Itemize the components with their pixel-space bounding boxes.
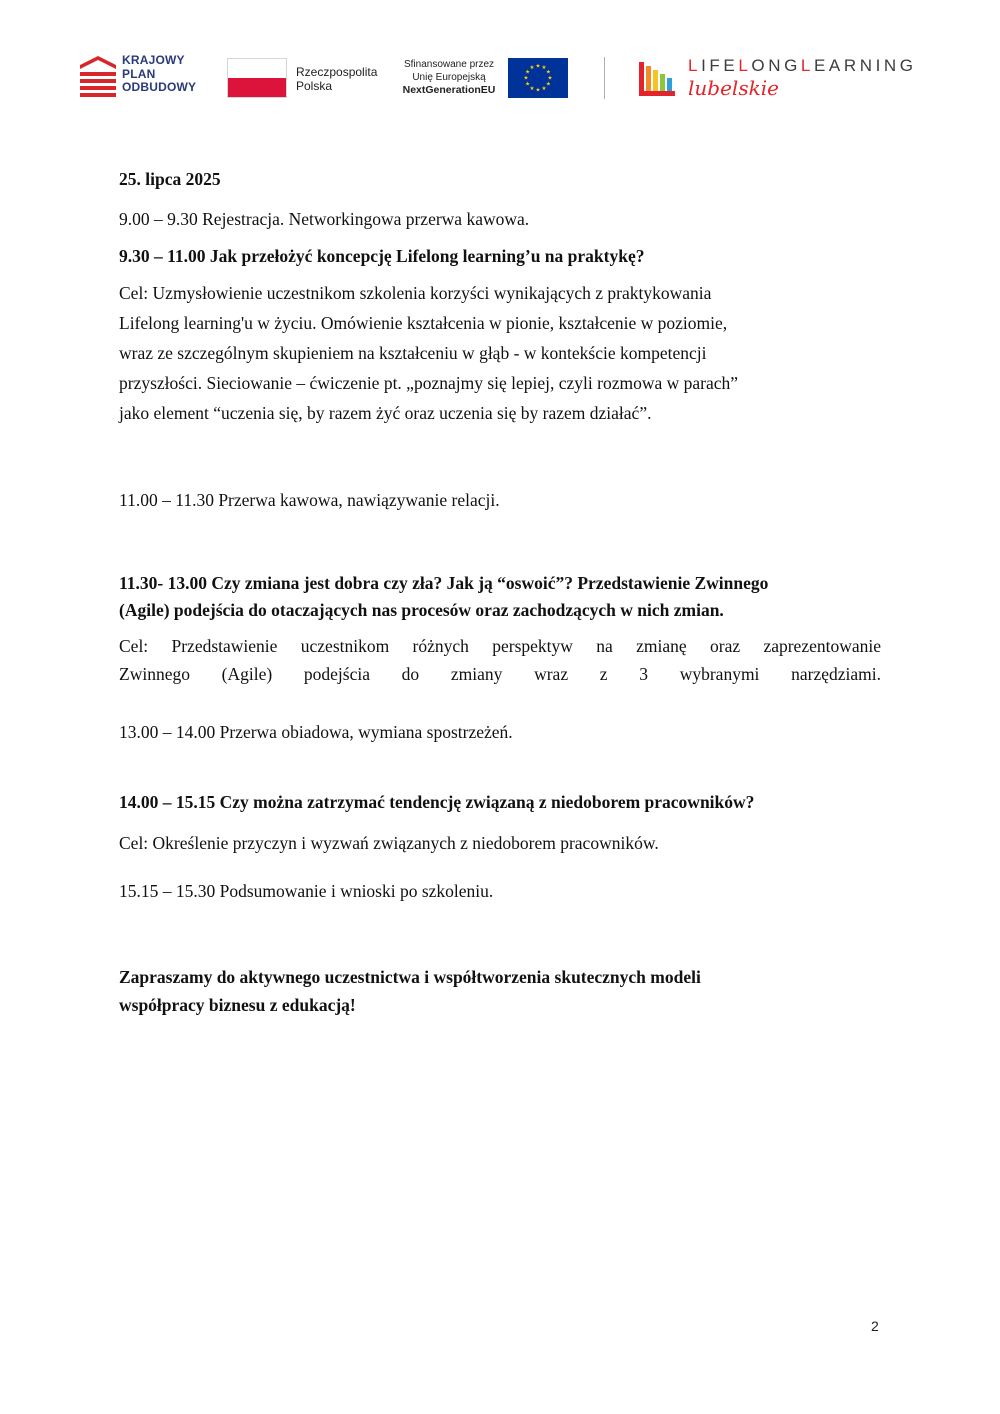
invitation-line: współpracy biznesu z edukacją! xyxy=(119,995,356,1015)
lunch-break-item: 13.00 – 14.00 Przerwa obiadowa, wymiana spostrzeżeń. xyxy=(119,722,513,742)
session-1-line: jako element “uczenia się, by razem żyć oraz uczenia się by razem działać”. xyxy=(119,403,652,423)
svg-text:★: ★ xyxy=(541,85,547,92)
lll-title-part-3: L xyxy=(738,56,752,75)
page-number: 2 xyxy=(871,1318,879,1334)
kpo-logo-line-1: KRAJOWY xyxy=(122,53,185,67)
kpo-stripes-icon xyxy=(80,56,116,98)
svg-text:★: ★ xyxy=(535,87,541,94)
lll-title-part-1: L xyxy=(688,56,702,75)
invitation-line: Zapraszamy do aktywnego uczestnictwa i współtworzenia skutecznych modeli xyxy=(119,967,701,987)
eu-logo-line-3: NextGenerationEU xyxy=(402,84,496,96)
rp-logo-line-1: Rzeczpospolita xyxy=(296,65,378,79)
coffee-break-item: 11.00 – 11.30 Przerwa kawowa, nawiązywanie relacji. xyxy=(119,490,500,510)
rp-logo-line-2: Polska xyxy=(296,79,333,93)
lifelong-learning-logo xyxy=(637,56,957,102)
session-1-line: Cel: Uzmysłowienie uczestnikom szkolenia korzyści wynikających z praktykowania xyxy=(119,283,712,303)
agenda-date: 25. lipca 2025 xyxy=(119,169,221,189)
lll-title-part-2: IFE xyxy=(701,56,739,75)
kpo-logo xyxy=(80,54,210,100)
session-1-line: wraz ze szczególnym skupieniem na kształceniu w głąb - w kontekście kompetencji xyxy=(119,343,707,363)
session-2-title-line: 11.30- 13.00 Czy zmiana jest dobra czy zła? Jak ją “oswoić”? Przedstawienie Zwinnego xyxy=(119,573,769,593)
svg-text:★: ★ xyxy=(525,69,531,76)
kpo-logo-line-3: ODBUDOWY xyxy=(122,80,197,94)
svg-text:★: ★ xyxy=(547,75,553,82)
header-divider xyxy=(604,57,605,99)
session-1-title: 9.30 – 11.00 Jak przełożyć koncepcję Lifelong learning’u na praktykę? xyxy=(119,246,645,266)
lifelong-learning-icon xyxy=(637,58,677,98)
svg-text:★: ★ xyxy=(525,81,531,88)
svg-text:★: ★ xyxy=(529,65,535,72)
rp-logo xyxy=(227,58,377,100)
session-2-line: Zwinnego (Agile) podejścia do zmiany wraz z 3 wybranymi narzędziami. xyxy=(119,664,881,684)
svg-text:★: ★ xyxy=(545,69,551,76)
svg-text:★: ★ xyxy=(523,75,529,82)
eu-flag-icon xyxy=(508,58,568,98)
session-2-description xyxy=(119,632,881,688)
registration-item: 9.00 – 9.30 Rejestracja. Networkingowa przerwa kawowa. xyxy=(119,209,530,229)
invitation xyxy=(119,963,881,1019)
session-1-description xyxy=(119,278,881,428)
lll-title-part-4: ONG xyxy=(751,56,801,75)
eu-logo xyxy=(398,58,573,100)
session-1-line: przyszłości. Sieciowanie – ćwiczenie pt. „poznajmy się lepiej, czyli rozmowa w parach” xyxy=(119,373,739,393)
session-2-line: Cel: Przedstawienie uczestnikom różnych perspektyw na zmianę oraz zaprezentowanie xyxy=(119,636,881,656)
eu-logo-line-2: Unię Europejską xyxy=(412,72,486,83)
agenda-content xyxy=(119,160,881,1019)
session-1-line: Lifelong learning'u w życiu. Omówienie kształcenia w pionie, kształcenie w poziomie, xyxy=(119,313,728,333)
polish-flag-icon xyxy=(227,58,287,98)
lll-title-part-6: EARNING xyxy=(813,56,917,75)
svg-text:★: ★ xyxy=(541,65,547,72)
session-2-title xyxy=(119,570,881,624)
svg-text:★: ★ xyxy=(535,63,541,70)
kpo-logo-line-2: PLAN xyxy=(122,66,156,81)
svg-text:★: ★ xyxy=(545,81,551,88)
lll-subtitle: lubelskie xyxy=(688,76,779,100)
session-3-description: Cel: Określenie przyczyn i wyzwań związanych z niedoborem pracowników. xyxy=(119,833,659,853)
session-3-title: 14.00 – 15.15 Czy można zatrzymać tendencję związaną z niedoborem pracowników? xyxy=(119,792,755,812)
svg-text:★: ★ xyxy=(529,85,535,92)
eu-logo-line-1: Sfinansowane przez xyxy=(403,59,495,70)
logo-header xyxy=(0,0,1000,120)
summary-item: 15.15 – 15.30 Podsumowanie i wnioski po szkoleniu. xyxy=(119,881,494,901)
lll-title-part-5: L xyxy=(800,56,814,75)
session-2-title-line: (Agile) podejścia do otaczających nas procesów oraz zachodzących w nich zmian. xyxy=(119,600,724,620)
